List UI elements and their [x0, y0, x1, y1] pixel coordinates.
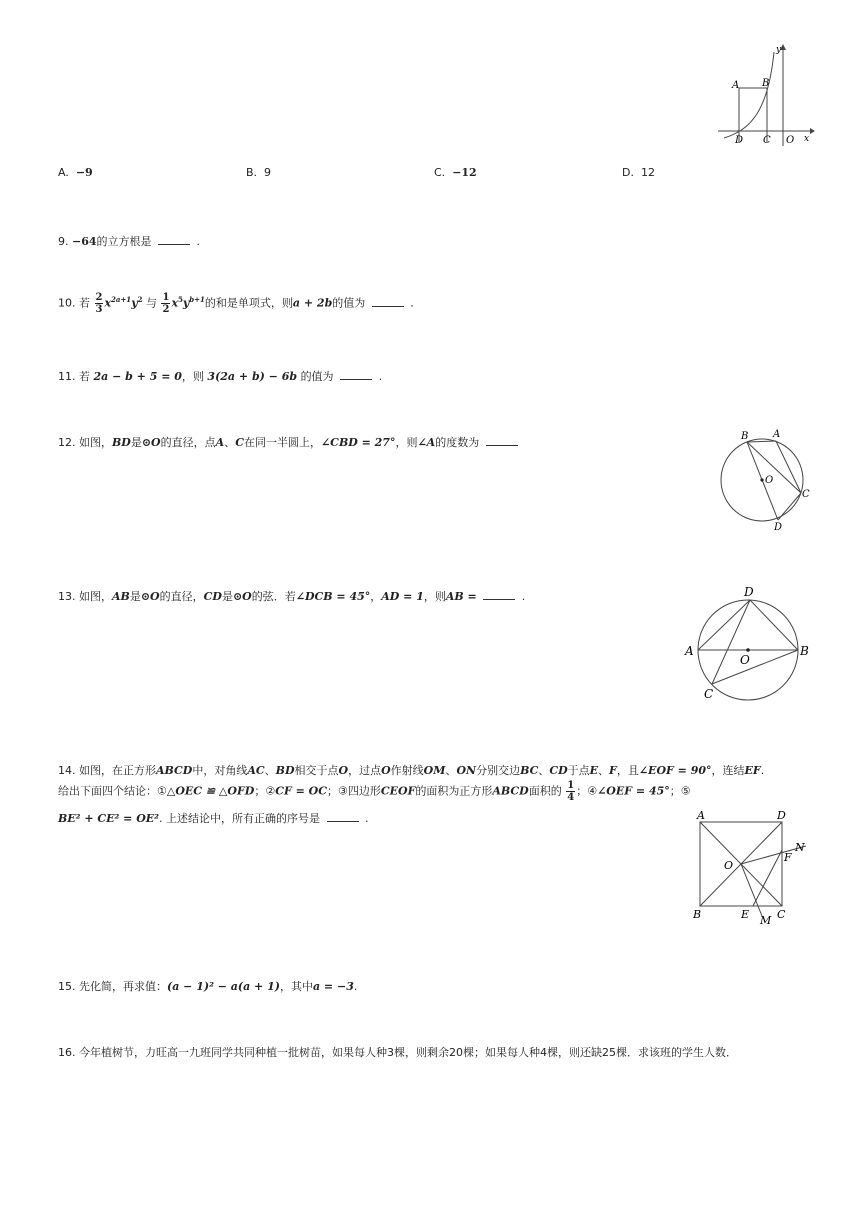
q8-option-a[interactable] — [58, 166, 93, 179]
var: x — [104, 296, 112, 310]
question-text: ，则 — [423, 590, 446, 603]
math-expr: △OEC ≌ △OFD — [166, 784, 255, 798]
question-11 — [58, 368, 382, 384]
question-text: 作射线 — [390, 764, 424, 777]
question-10 — [58, 292, 414, 315]
fig14-label-a: A — [697, 809, 705, 822]
option-label: C. — [434, 166, 446, 179]
q8-option-b[interactable] — [246, 166, 271, 179]
math-expr: 3(2a + b) − 6b — [207, 370, 298, 383]
fig12-label-b: B — [741, 431, 749, 442]
q8-figure — [710, 42, 816, 150]
fig12-label-a: A — [773, 429, 781, 440]
question-text: 的和是单项式，则 — [204, 296, 293, 310]
denominator: 3 — [95, 304, 103, 315]
math-expr: CEOF — [380, 784, 416, 798]
punct: . — [410, 296, 414, 310]
question-text: ，过点 — [348, 764, 382, 777]
fig8-label-b: B — [762, 78, 770, 89]
math-expr: ON — [456, 764, 477, 777]
math-expr: AD = 1 — [381, 590, 424, 603]
math-expr: E — [589, 764, 599, 777]
punct: . — [196, 235, 201, 248]
question-text: 、 — [445, 764, 457, 777]
math-expr: ABCD — [156, 764, 193, 777]
math-expr: ∠CBD = 27° — [320, 436, 396, 449]
math-expr: ∠OEF = 45° — [597, 784, 670, 798]
math-expr: BE² + CE² = OE² — [58, 812, 159, 825]
option-value: 9 — [264, 166, 272, 179]
question-number: 11. 若 — [58, 370, 90, 383]
math-expr: ∠DCB = 45° — [295, 590, 371, 603]
fig12-label-d: D — [774, 522, 783, 533]
math-expr: a = −3 — [312, 980, 354, 993]
fig14-label-c: C — [777, 908, 786, 921]
fig14-label-o: O — [724, 859, 734, 872]
fig14-label-b: B — [693, 908, 702, 921]
question-text: 16. 今年植树节，力旺高一九班同学共同种植一批树苗，如果每人种3棵，则剩余20棵；如果每人种4棵，则还缺25棵．求该班的学生人数． — [58, 1046, 737, 1059]
question-14-line1 — [58, 762, 764, 778]
fig8-label-a: A — [732, 80, 740, 91]
option-value: −12 — [452, 166, 477, 179]
numerator: 2 — [95, 292, 103, 303]
var: y — [131, 296, 138, 310]
question-number: 14. 如图，在正方形 — [58, 764, 156, 777]
fig8-label-d: D — [735, 135, 744, 146]
question-text: 是 — [129, 590, 141, 603]
question-number: 12. 如图， — [58, 436, 112, 449]
math-expr: BC — [520, 764, 539, 777]
math-expr: CD — [549, 764, 568, 777]
fig14-label-n: N — [795, 841, 805, 854]
numerator: 1 — [567, 780, 575, 791]
math-expr: (a − 1)² − a(a + 1) — [167, 980, 280, 993]
fig8-label-y: y — [776, 45, 782, 55]
math-expr: F — [609, 764, 617, 777]
question-13 — [58, 588, 525, 604]
exponent: 2 — [137, 294, 143, 304]
question-text: . 上述结论中，所有正确的序号是 — [159, 812, 320, 825]
exponent: 5 — [178, 294, 183, 304]
question-text: 、 — [224, 436, 236, 449]
fig14-label-d: D — [777, 809, 786, 822]
option-value: −9 — [75, 166, 93, 179]
punct: . — [521, 590, 526, 603]
math-expr: BD — [275, 764, 295, 777]
question-14-line3 — [58, 810, 369, 826]
math-expr: CF = OC — [275, 784, 327, 798]
math-expr: BD — [112, 436, 131, 449]
denominator: 4 — [567, 792, 575, 803]
math-expr: C — [235, 436, 244, 449]
punct: . — [760, 764, 765, 777]
fig13-label-d: D — [744, 585, 754, 599]
question-9 — [58, 233, 200, 249]
question-text: 、 — [598, 764, 610, 777]
math-expr: −64 — [72, 235, 97, 248]
math-expr: O — [338, 764, 349, 777]
math-expr: ⊙O — [141, 436, 161, 449]
option-label: B. — [246, 166, 258, 179]
question-text: 是 — [221, 590, 233, 603]
fig12-label-o: O — [765, 475, 774, 486]
fig14-label-e: E — [741, 908, 750, 921]
math-expr: OM — [423, 764, 446, 777]
question-text: ，且 — [616, 764, 639, 777]
question-number: 13. 如图， — [58, 590, 112, 603]
question-number: 15. 先化简，再求值： — [58, 980, 167, 993]
option-label: D. — [622, 166, 634, 179]
math-expr: a + 2b — [292, 296, 333, 310]
answer-blank[interactable] — [486, 435, 518, 446]
question-text: 的直径， — [159, 590, 204, 603]
q8-option-c[interactable] — [434, 166, 477, 179]
fig12-label-c: C — [802, 489, 810, 500]
fig13-label-a: A — [685, 644, 694, 658]
math-expr: ∠EOF = 90° — [638, 764, 712, 777]
q8-option-d[interactable] — [622, 166, 655, 179]
math-expr: ⊙O — [140, 590, 160, 603]
question-text: 的面积为正方形 — [415, 784, 493, 798]
question-text: ，则 — [395, 436, 418, 449]
q13-figure — [680, 580, 816, 704]
answer-blank[interactable] — [158, 234, 190, 245]
fig13-label-c: C — [704, 687, 714, 701]
answer-blank[interactable] — [483, 589, 515, 600]
math-expr: EF — [744, 764, 761, 777]
math-expr: CD — [203, 590, 222, 603]
fraction — [566, 780, 575, 803]
fig8-label-x: x — [804, 134, 810, 144]
answer-blank[interactable] — [372, 296, 404, 307]
math-expr: 2a − b + 5 = 0 — [93, 370, 182, 383]
question-text: 分别交边 — [476, 764, 521, 777]
math-expr: AB = — [445, 590, 477, 603]
exponent: b+1 — [189, 294, 205, 304]
fig8-label-o: O — [786, 135, 795, 146]
q14-figure — [688, 806, 812, 928]
question-text: 是 — [130, 436, 142, 449]
question-text: 给出下面四个结论：① — [58, 784, 167, 798]
fig13-label-o: O — [740, 653, 750, 667]
fraction — [95, 292, 104, 315]
fig13-label-b: B — [800, 644, 809, 658]
question-text: 面积的 — [528, 784, 562, 798]
question-text: 的直径，点 — [160, 436, 216, 449]
question-text: ；③四边形 — [326, 784, 381, 798]
question-text: 在同一半圆上， — [243, 436, 321, 449]
question-text: 的值为 — [300, 370, 334, 383]
punct: . — [353, 980, 358, 993]
fig14-label-m: M — [760, 914, 772, 927]
question-14-line2 — [58, 780, 691, 803]
question-number: 10. 若 — [58, 296, 90, 310]
denominator: 2 — [162, 304, 170, 315]
fig14-label-f: F — [784, 851, 792, 864]
question-text: 、 — [264, 764, 276, 777]
question-text: 的度数为 — [435, 436, 480, 449]
punct: . — [365, 812, 369, 825]
q12-figure — [712, 426, 816, 536]
question-text: ，其中 — [279, 980, 313, 993]
question-number: 9. — [58, 235, 69, 248]
question-12 — [58, 434, 521, 450]
var: y — [182, 296, 190, 310]
answer-blank[interactable] — [327, 811, 359, 822]
question-text: 中，对角线 — [192, 764, 248, 777]
question-text: 、 — [538, 764, 550, 777]
question-text: ；⑤ — [669, 784, 691, 798]
question-text: ， — [370, 590, 382, 603]
option-value: 12 — [640, 166, 655, 179]
question-text: ，则 — [181, 370, 204, 383]
question-text: 的值为 — [332, 296, 366, 310]
question-text: ；② — [254, 784, 276, 798]
question-text: 相交于点 — [294, 764, 339, 777]
question-text: ，连结 — [711, 764, 745, 777]
exponent: 2a+1 — [111, 294, 132, 304]
question-text: 于点 — [567, 764, 590, 777]
math-expr: O — [381, 764, 391, 777]
option-label: A. — [58, 166, 69, 179]
question-text: 的弦．若 — [251, 590, 296, 603]
answer-blank[interactable] — [340, 369, 372, 380]
question-text: 的立方根是 — [96, 235, 152, 248]
math-expr: ∠A — [417, 436, 436, 449]
fig8-label-c: C — [763, 135, 771, 146]
var: x — [171, 296, 178, 310]
question-text: ；④ — [576, 784, 598, 798]
math-expr: ⊙O — [232, 590, 252, 603]
question-text: 与 — [145, 296, 157, 310]
question-15 — [58, 978, 357, 994]
math-expr: AB — [112, 590, 130, 603]
numerator: 1 — [162, 292, 170, 303]
math-expr: AC — [247, 764, 265, 777]
math-expr: ABCD — [492, 784, 529, 798]
math-expr: A — [215, 436, 225, 449]
fraction — [161, 292, 170, 315]
punct: . — [378, 370, 383, 383]
question-16 — [58, 1044, 737, 1060]
